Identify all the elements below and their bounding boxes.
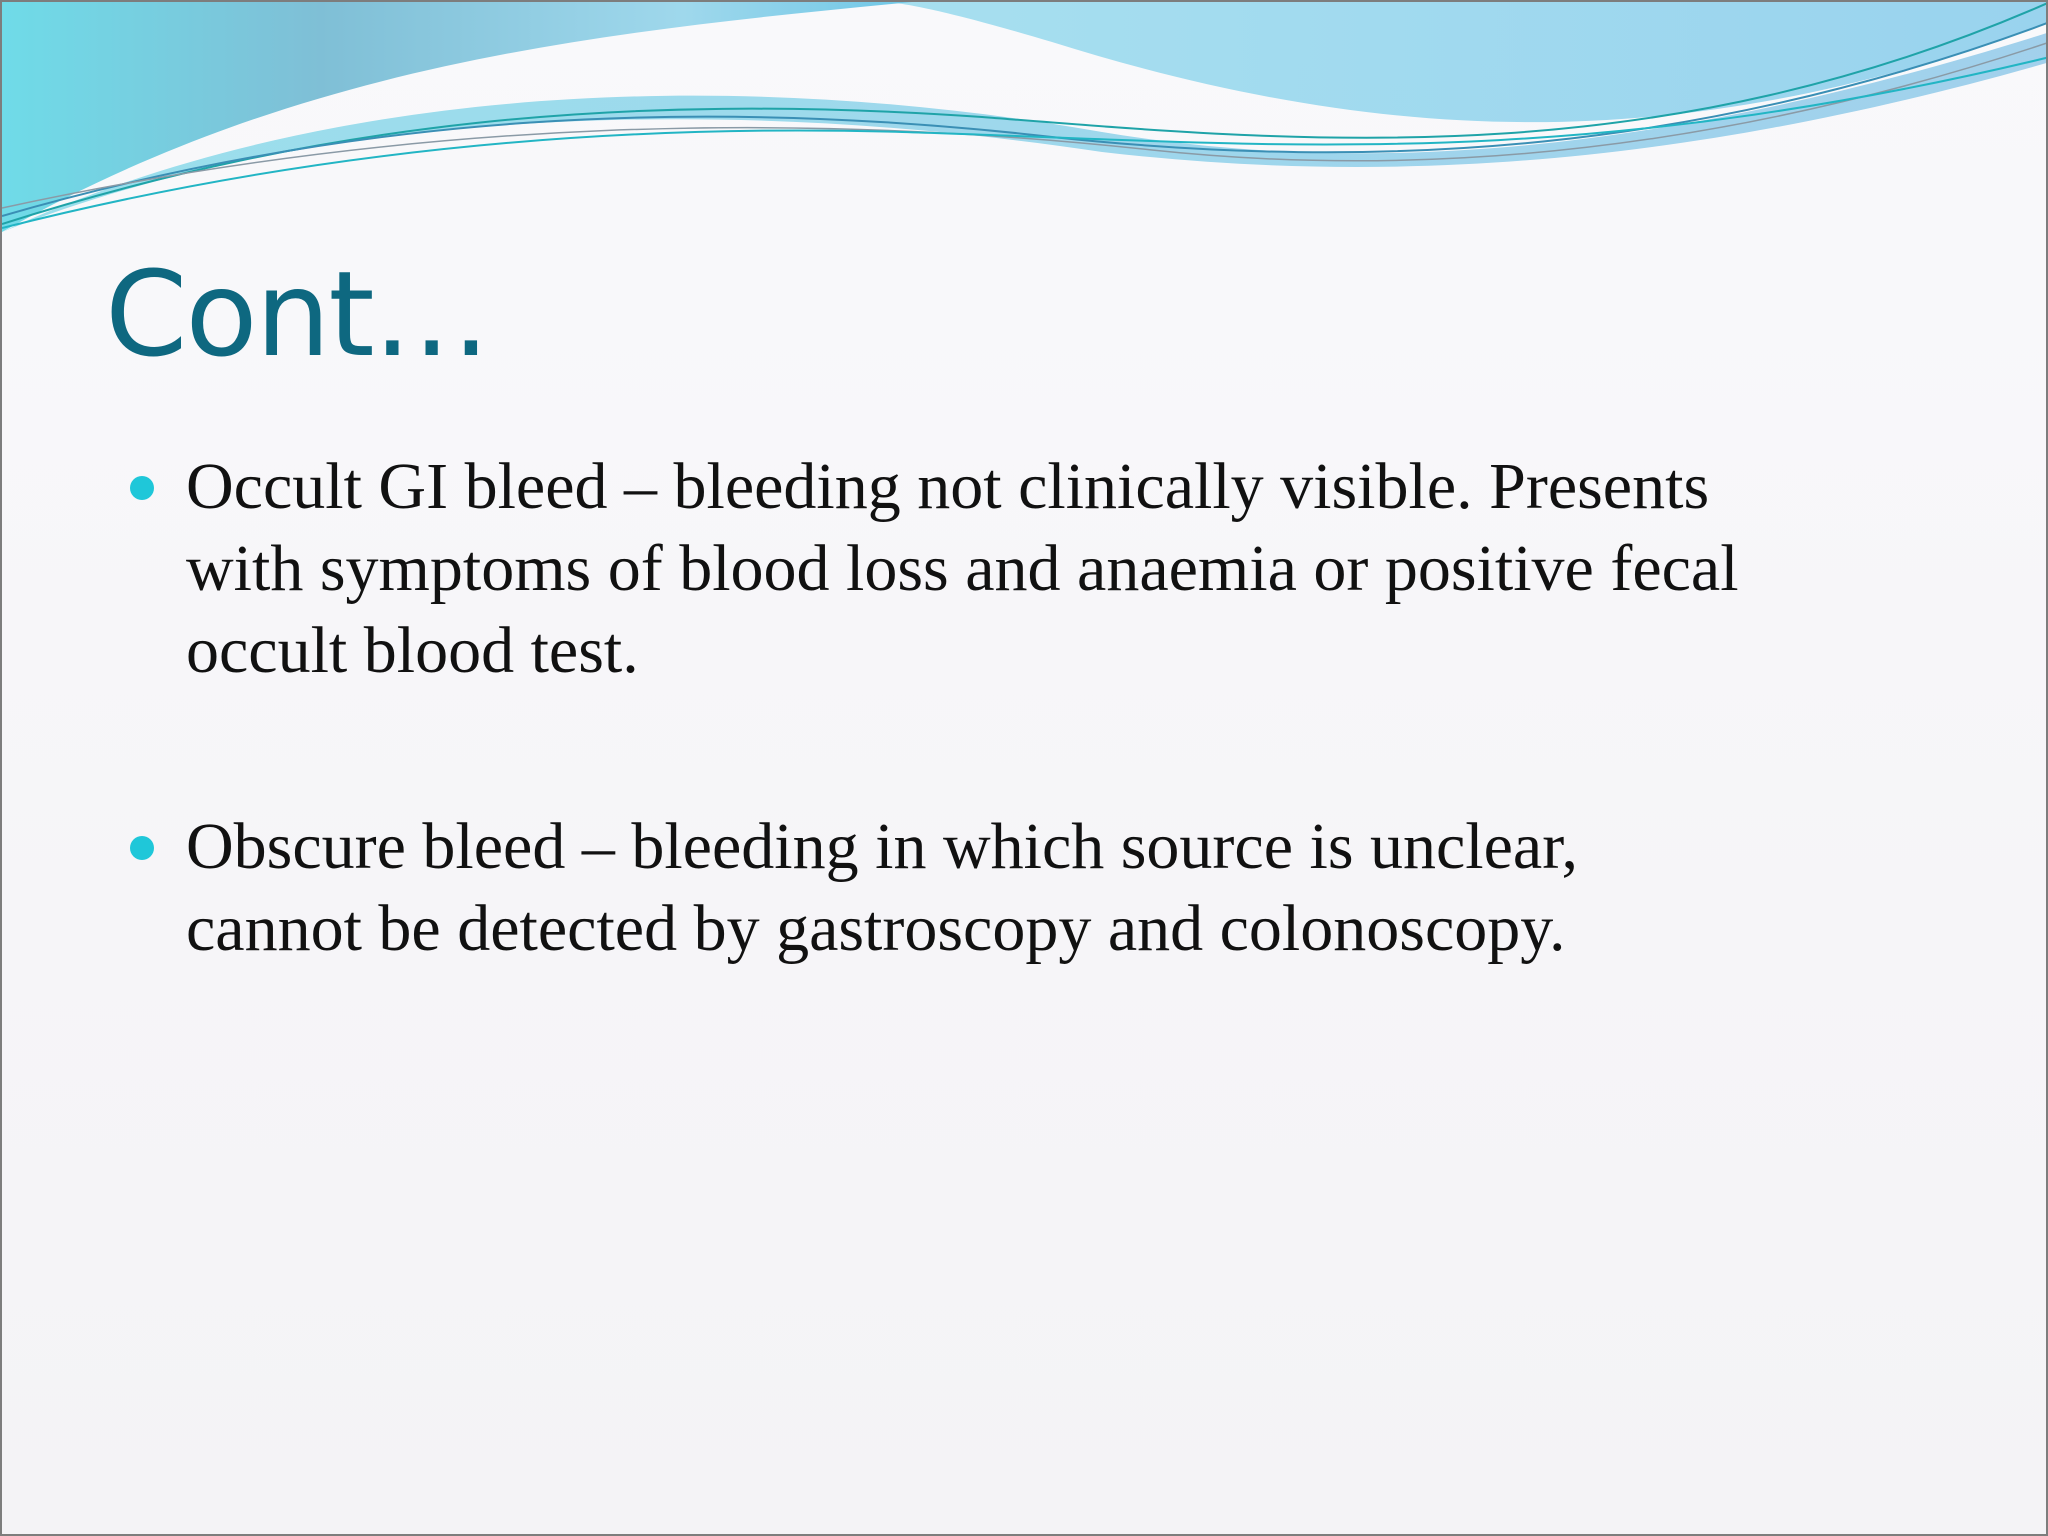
- bullet-item-obscure-bleed: [130, 806, 1990, 970]
- bullet-text-line: Occult GI bleed – bleeding not clinically visible. Presents: [186, 450, 1710, 523]
- bullet-text-line: occult blood test.: [186, 614, 639, 687]
- header-wave-decoration: [2, 2, 2048, 242]
- bullet-item-occult-gi-bleed: [130, 446, 1990, 692]
- bullet-text-line: cannot be detected by gastroscopy and colonoscopy.: [186, 892, 1566, 965]
- bullet-text-line: with symptoms of blood loss and anaemia or positive fecal: [186, 532, 1739, 605]
- bullet-dot-icon: [130, 476, 154, 500]
- bullet-dot-icon: [130, 836, 154, 860]
- bullet-list: [130, 446, 1990, 970]
- slide-title: Cont…: [105, 245, 489, 383]
- bullet-text-line: Obscure bleed – bleeding in which source is unclear,: [186, 810, 1579, 883]
